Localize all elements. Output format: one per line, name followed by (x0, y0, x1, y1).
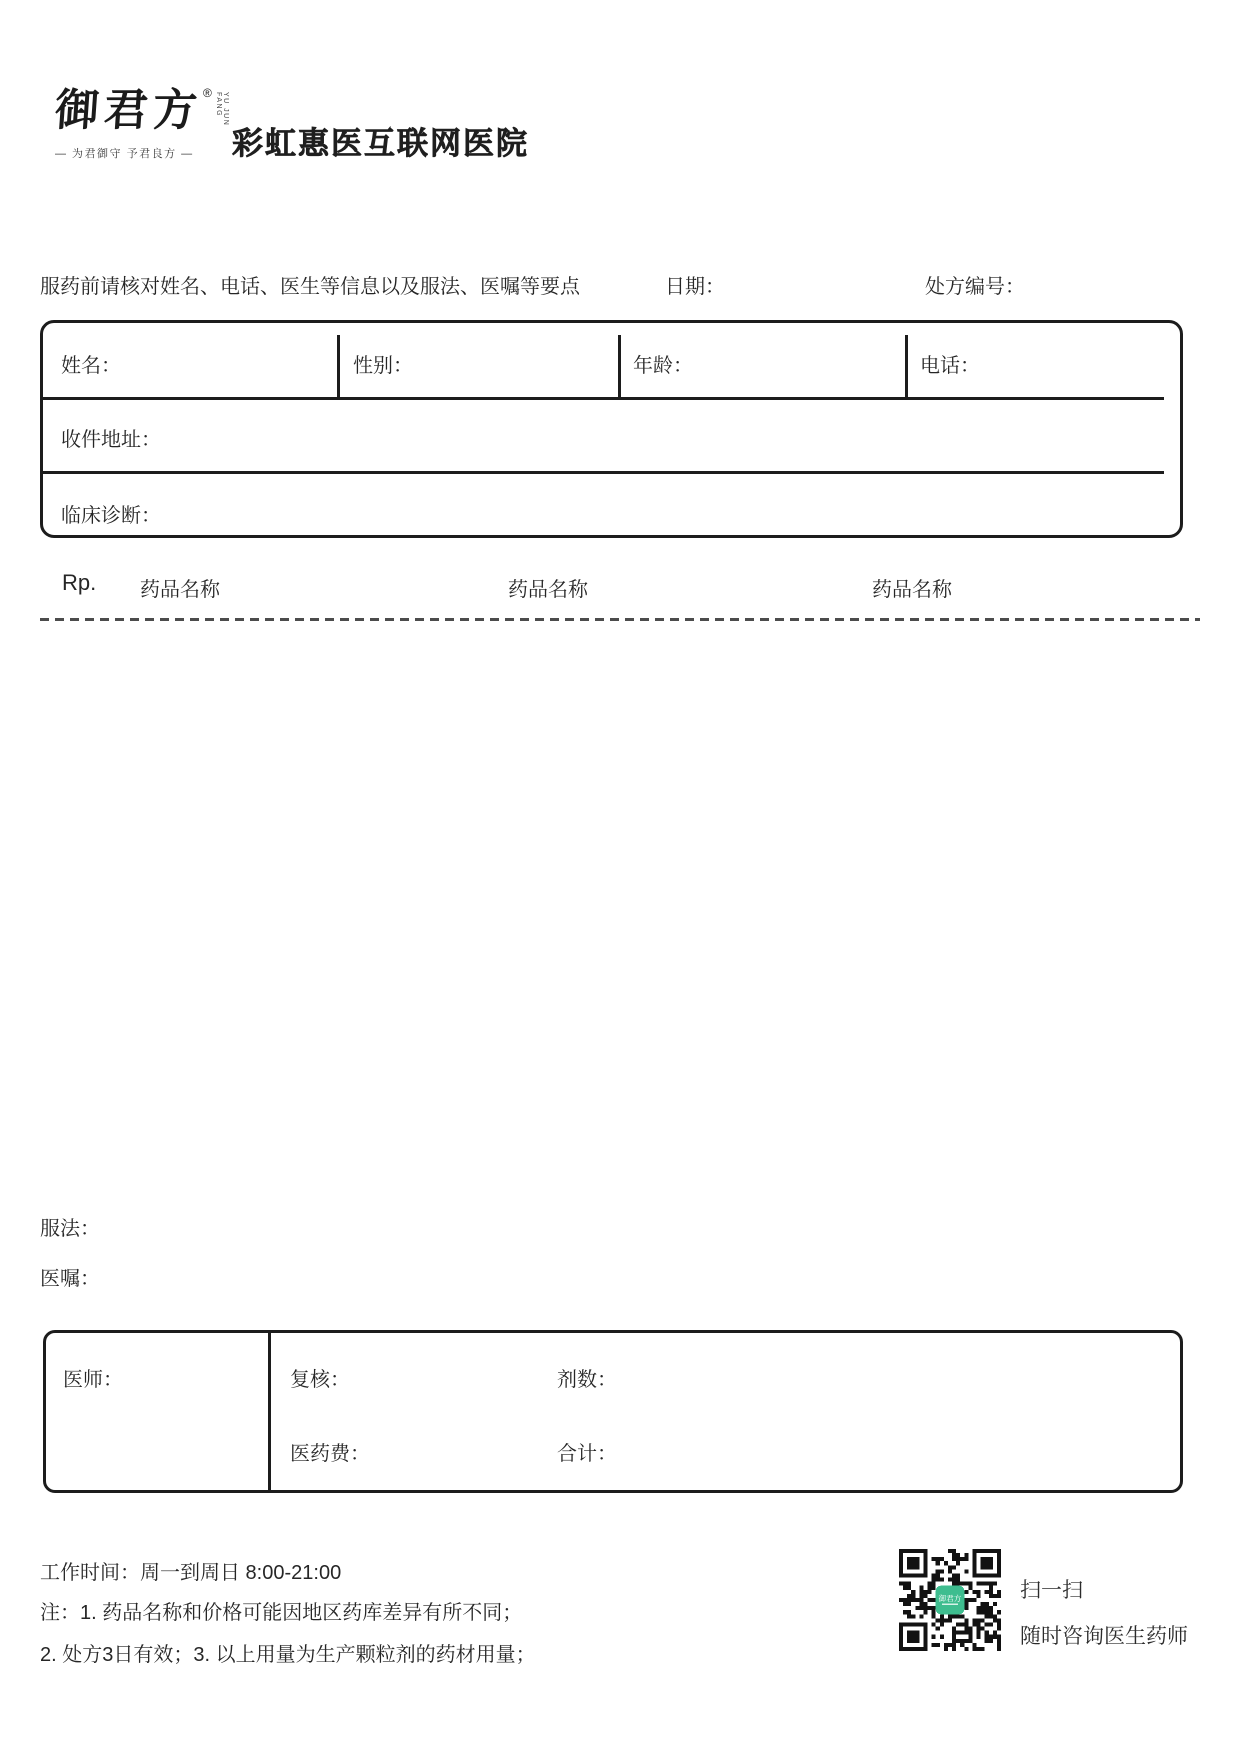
note-line-1: 注：1. 药品名称和价格可能因地区药库差异有所不同； (40, 1602, 523, 1624)
brand-logo (53, 85, 229, 161)
work-hours-text: 工作时间：周一到周日 8:00-21:00 (40, 1562, 342, 1584)
dashed-separator (40, 618, 1200, 621)
signature-box (43, 1330, 1183, 1493)
patient-info-box (40, 320, 1183, 538)
usage-label: 服法： (40, 1218, 100, 1240)
cell-divider (618, 335, 621, 397)
scan-title: 扫一扫 (1020, 1579, 1083, 1602)
note-line-2: 2. 处方3日有效；3. 以上用量为生产颗粒剂的药材用量； (40, 1644, 536, 1666)
logo-text: 御君方 (53, 85, 204, 136)
rx-number-label: 处方编号： (925, 276, 1025, 298)
hospital-name: 彩虹惠医互联网医院 (232, 126, 529, 161)
registered-trademark-icon: ® (203, 86, 212, 100)
date-label: 日期： (665, 276, 725, 298)
logo-tagline: — 为君御守 予君良方 — (55, 148, 194, 160)
advice-label: 医嘱： (40, 1268, 100, 1290)
cell-divider (905, 335, 908, 397)
drug-name-column-header: 药品名称 (140, 579, 220, 601)
total-label: 合计： (557, 1443, 617, 1465)
pre-use-notice: 服药前请核对姓名、电话、医生等信息以及服法、医嘱等要点 (40, 276, 580, 298)
cell-divider (268, 1333, 271, 1490)
name-label: 姓名： (61, 355, 121, 377)
review-label: 复核： (290, 1369, 350, 1391)
svg-text:御君方: 御君方 (938, 1594, 962, 1604)
row-divider (43, 397, 1164, 400)
scan-subtitle: 随时咨询医生药师 (1020, 1625, 1188, 1648)
fee-label: 医药费： (290, 1443, 370, 1465)
phone-label: 电话： (920, 355, 980, 377)
age-label: 年龄： (633, 355, 693, 377)
qr-code (899, 1549, 1001, 1651)
doses-label: 剂数： (557, 1369, 617, 1391)
doctor-label: 医师： (63, 1369, 123, 1391)
drug-name-column-header: 药品名称 (872, 579, 952, 601)
row-divider (43, 471, 1164, 474)
address-label: 收件地址： (61, 429, 161, 451)
rp-label: Rp. (62, 570, 97, 595)
gender-label: 性别： (353, 355, 413, 377)
diagnosis-label: 临床诊断： (61, 505, 161, 527)
drug-name-column-header: 药品名称 (508, 579, 588, 601)
logo-pinyin: YU JUN FANG (214, 92, 229, 127)
cell-divider (337, 335, 340, 397)
